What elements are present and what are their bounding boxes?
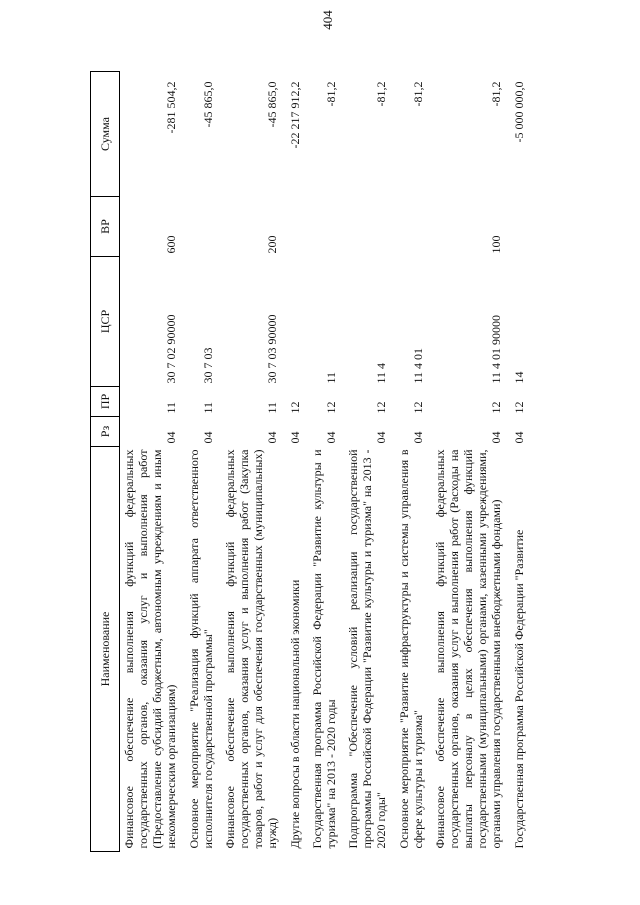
- row-vr: [308, 197, 344, 257]
- row-vr: [510, 197, 527, 257]
- row-rz: 04: [200, 431, 215, 444]
- row-sum: -5 000 000,0: [511, 81, 526, 143]
- row-vr: [395, 197, 431, 257]
- row-rz: 04: [374, 431, 389, 444]
- row-name: Подпрограмма "Обеспечение условий реализации государственной программы Российской Федерации "Развитие культуры и туризма" на 2013 - 2020 годы": [346, 449, 389, 849]
- row-rz: 04: [511, 431, 526, 444]
- row-name: Финансовое обеспечение выполнения функций федеральных государственных органов, оказания услуг и выполнения работ (Расходы на выплаты персоналу в целях обеспечения выполнения функций государственными (муниципальными) органами, казенными учреждениями, органами управления государственными внебюджетными фондами): [432, 449, 504, 849]
- row-sum: -45 865,0: [265, 81, 280, 128]
- row-csr: 30 7 02 90000: [164, 314, 179, 384]
- row-csr: 11 4 01 90000: [489, 314, 504, 384]
- row-name: Основное мероприятие "Реализация функций аппарата ответственного исполнителя государственной программы": [186, 449, 215, 849]
- row-pr: 11: [265, 401, 280, 414]
- page-number: [308, 0, 348, 40]
- row-sum: -22 217 912,2: [287, 81, 302, 149]
- table-row: [120, 72, 185, 852]
- row-csr: [286, 257, 308, 387]
- row-rz: 04: [287, 431, 302, 444]
- table-row: [344, 72, 394, 852]
- row-pr: 12: [374, 401, 389, 414]
- row-name: Государственная программа Российской Федерации "Развитие: [511, 529, 526, 849]
- row-pr: 11: [200, 401, 215, 414]
- row-rz: 04: [410, 431, 425, 444]
- row-rz: 04: [265, 431, 280, 444]
- budget-table: [90, 71, 527, 852]
- table-row: [395, 72, 431, 852]
- table-row: [286, 72, 308, 852]
- row-vr: [344, 197, 394, 257]
- row-vr: 200: [265, 235, 280, 254]
- header-name: Наименование: [91, 447, 120, 852]
- row-csr: 30 7 03: [200, 347, 215, 384]
- row-vr: 600: [164, 235, 179, 254]
- row-name: Финансовое обеспечение выполнения функций федеральных государственных органов, оказания услуг и выполнения работ (Предоставление субсидий бюджетным, автономным учреждениям и иным некоммерческим организациям): [122, 449, 179, 849]
- row-sum: -81,2: [374, 81, 389, 107]
- row-sum: -81,2: [323, 81, 338, 107]
- table-row: [185, 72, 221, 852]
- row-name: Государственная программа Российской Федерации "Развитие культуры и туризма" на 2013 - 2020 годы: [309, 449, 338, 849]
- header-pr: ПР: [91, 387, 120, 417]
- row-rz: 04: [489, 431, 504, 444]
- row-rz: 04: [323, 431, 338, 444]
- row-sum: -81,2: [489, 81, 504, 107]
- row-pr: 11: [164, 401, 179, 414]
- row-pr: 12: [287, 401, 302, 414]
- row-sum: -281 504,2: [164, 81, 179, 134]
- row-rz: 04: [164, 431, 179, 444]
- row-csr: 30 7 03 90000: [265, 314, 280, 384]
- header-sum: Сумма: [91, 72, 120, 197]
- row-pr: 12: [410, 401, 425, 414]
- header-vr: ВР: [91, 197, 120, 257]
- table-row: [308, 72, 344, 852]
- row-vr: [185, 197, 221, 257]
- page-number-text: 404: [320, 10, 335, 30]
- row-csr: 14: [511, 371, 526, 384]
- header-rz: Рз: [91, 417, 120, 447]
- table-row: [431, 72, 510, 852]
- row-name: Другие вопросы в области национальной экономики: [287, 579, 302, 849]
- row-pr: 12: [489, 401, 504, 414]
- row-csr: 11: [323, 371, 338, 384]
- table-row: [221, 72, 286, 852]
- row-csr: 11 4: [374, 362, 389, 384]
- row-name: Основное мероприятие "Развитие инфраструктуры и системы управления в сфере культуры и туризма": [396, 449, 425, 849]
- row-pr: 12: [511, 401, 526, 414]
- row-csr: 11 4 01: [410, 347, 425, 384]
- row-name: Финансовое обеспечение выполнения функций федеральных государственных органов, оказания услуг и выполнения работ (Закупка товаров, работ и услуг для обеспечения государственных (муниципальных) нужд): [222, 449, 280, 849]
- row-vr: 100: [489, 235, 504, 254]
- rotated-table-container: [90, 72, 590, 852]
- table-header-row: [91, 72, 120, 852]
- table-row: [510, 72, 527, 852]
- header-csr: ЦСР: [91, 257, 120, 387]
- row-pr: 12: [323, 401, 338, 414]
- row-vr: [286, 197, 308, 257]
- row-sum: -45 865,0: [200, 81, 215, 128]
- row-sum: -81,2: [410, 81, 425, 107]
